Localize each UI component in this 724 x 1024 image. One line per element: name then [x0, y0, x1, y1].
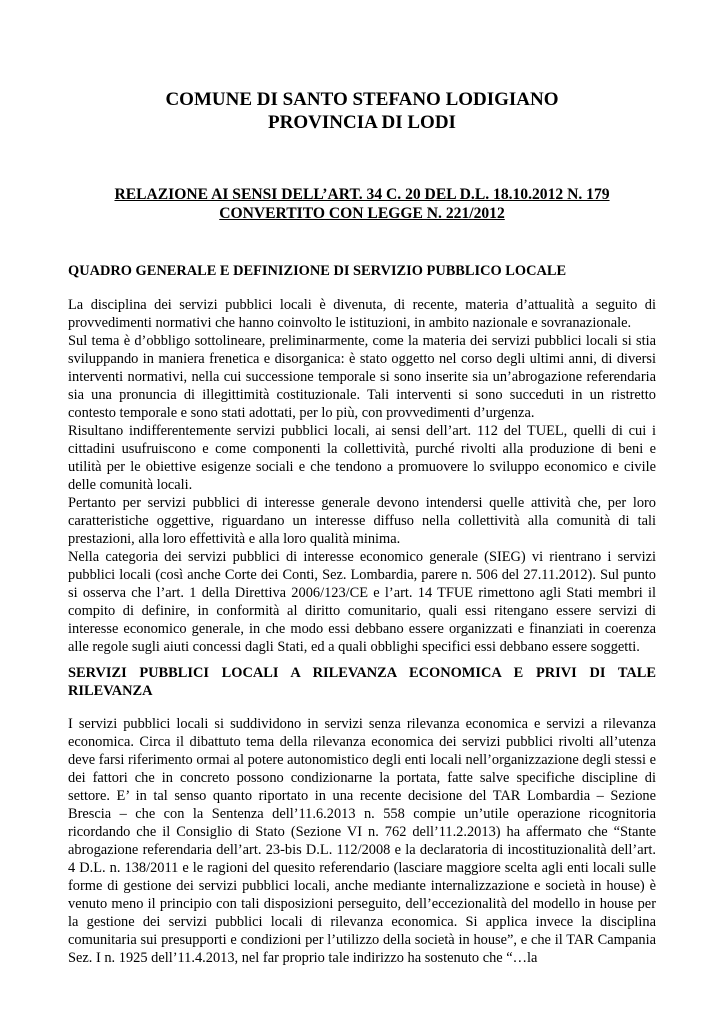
report-subtitle: CONVERTITO CON LEGGE N. 221/2012 — [219, 205, 505, 222]
section-body-economic-relevance — [68, 715, 656, 967]
paragraph: Sul tema è d’obbligo sottolineare, preliminarmente, come la materia dei servizi pubblici locali si stia sviluppando in maniera frenetica e disorganica: è stato oggetto nel corso degli ultimi anni, di diversi interventi normativi, nella cui successione temporale si sono inserite sia un’abrogazione referendaria sia una pronuncia di illegittimità costituzionale. Tali interventi si sono succeduti in un ristretto contesto temporale e sono stati adottati, per lo più, con provvedimenti d’urgenza. — [68, 333, 656, 421]
paragraph: La disciplina dei servizi pubblici locali è divenuta, di recente, materia d’attualità a seguito di provvedimenti normativi che hanno coinvolto le istituzioni, in ambito nazionale e sovranazionale. — [68, 297, 656, 331]
province-title: PROVINCIA DI LODI — [268, 112, 456, 133]
paragraph: Nella categoria dei servizi pubblici di interesse economico generale (SIEG) vi rientrano i servizi pubblici locali (così anche Corte dei Conti, Sez. Lombardia, parere n. 506 del 27.11.2012). Sul punto si osserva che l’art. 1 della Direttiva 2006/123/CE e l’art. 14 TFUE rimettono agli Stati membri il compito di definire, in conformità al diritto comunitario, quali essi ritengano essere servizi di interesse economico generale, in che modo essi debbano essere organizzati e finanziati in coerenza alle regole sugli aiuti concessi dagli Stati, ed a quali obblighi specifici essi debbano essere soggetti. — [68, 549, 656, 655]
paragraph: I servizi pubblici locali si suddividono in servizi senza rilevanza economica e servizi a rilevanza economica. Circa il dibattuto tema della rilevanza economica dei servizi pubblici rivolti all’utenza deve farsi riferimento ormai al potere autonomistico degli enti locali nell’organizzazione degli stessi e dei fattori che in concreto possono condizionarne la portata, fatte salve specifiche discipline di settore. E’ in tal senso quanto riportato in una recente decisione del TAR Lombardia – Sezione Brescia – che con la Sentenza dell’11.6.2013 n. 558 compie un’utile operazione ricognitoria ricordando che il Consiglio di Stato (Sezione VI n. 762 dell’11.2.2013) ha affermato che “Stante abrogazione referendaria dell’art. 23-bis D.L. 112/2008 e la declaratoria di incostituzionalità dell’art. 4 D.L. n. 138/2011 e le ragioni del quesito referendario (lasciare maggiore scelta agli enti locali sulle forme di gestione dei servizi pubblici locali, anche mediante internalizzazione e società in house) è venuto meno il principio con tali disposizioni perseguito, dell’eccezionalità del modello in house per la gestione dei servizi pubblici locali di rilevanza economica. Si applica invece la disciplina comunitaria sui presupporti e condizioni per l’utilizzo della società in house”, e che il TAR Campania Sez. I n. 1925 dell’11.4.2013, nel far proprio tale indirizzo ha sostenuto che “…la — [68, 716, 656, 966]
section-heading-economic-relevance: SERVIZI PUBBLICI LOCALI A RILEVANZA ECONOMICA E PRIVI DI TALE RILEVANZA — [68, 665, 656, 699]
paragraph: Pertanto per servizi pubblici di interesse generale devono intendersi quelle attività che, per loro caratteristiche oggettive, riguardano un interesse diffuso nella collettività alla comunità di tali prestazioni, alla loro effettività e alla loro qualità minima. — [68, 495, 656, 547]
municipality-title: COMUNE DI SANTO STEFANO LODIGIANO — [165, 89, 559, 110]
paragraph: Risultano indifferentemente servizi pubblici locali, ai sensi dell’art. 112 del TUEL, quelli di cui i cittadini usufruiscono e come componenti la collettività, purché rivolti alla produzione di beni e utilità per le obiettive esigenze sociali e che tendono a promuovere lo sviluppo economico e civile delle comunità locali. — [68, 423, 656, 493]
section-body-general-framework — [68, 296, 656, 656]
section-heading-general-framework: QUADRO GENERALE E DEFINIZIONE DI SERVIZIO PUBBLICO LOCALE — [68, 263, 567, 279]
report-title: RELAZIONE AI SENSI DELL’ART. 34 C. 20 DEL D.L. 18.10.2012 N. 179 — [114, 186, 610, 203]
